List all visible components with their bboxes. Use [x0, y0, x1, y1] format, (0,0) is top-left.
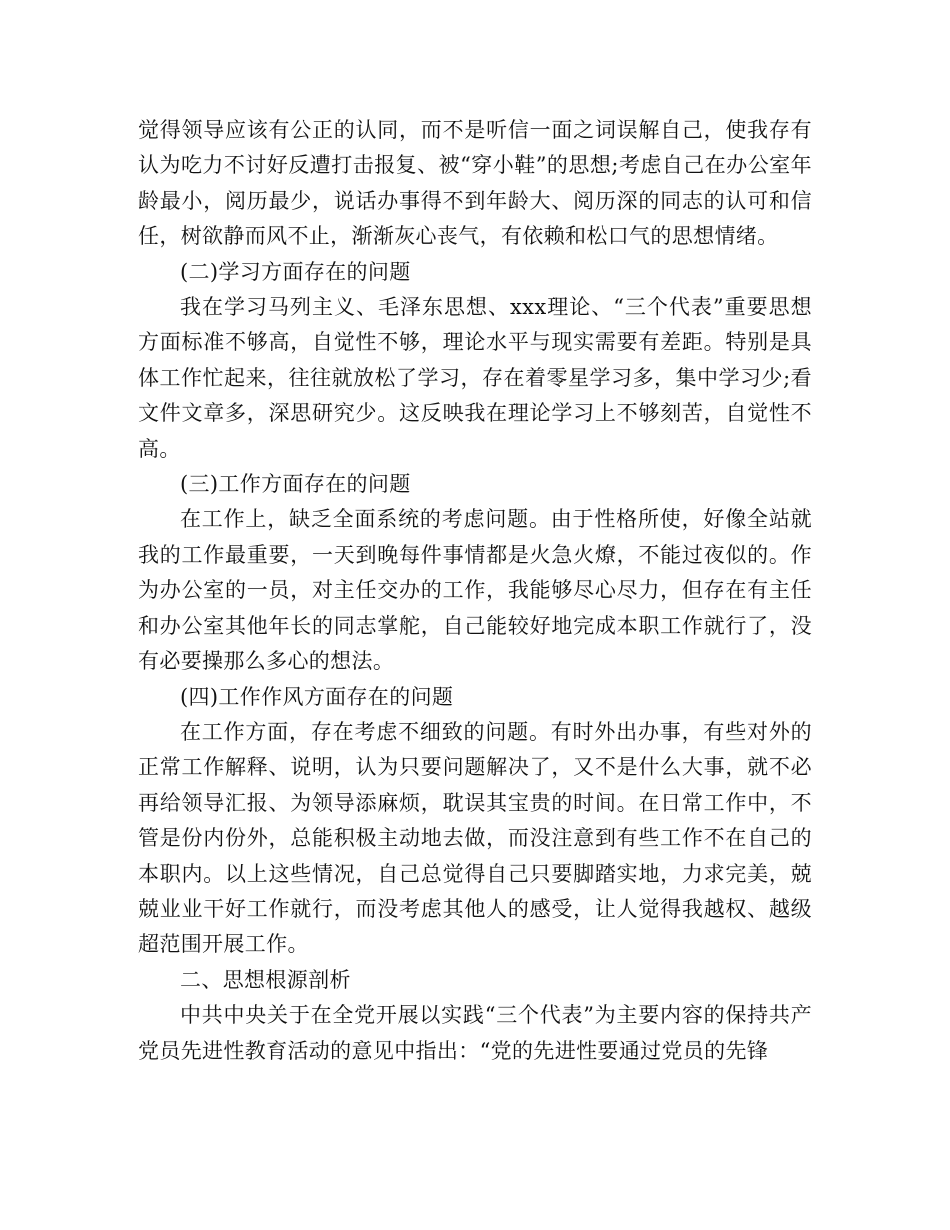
paragraph-study: 我在学习马列主义、毛泽东思想、xxx理论、“三个代表”重要思想方面标准不够高，自觉性不够，理论水平与现实需要有差距。特别是具体工作忙起来，往往就放松了学习，存在着零星学习多，集中学习少;看文件文章多，深思研究少。这反映我在理论学习上不够刻苦，自觉性不高。 — [138, 295, 812, 461]
paragraph-work-style: 在工作方面，存在考虑不细致的问题。有时外出办事，有些对外的正常工作解释、说明，认为只要问题解决了，又不是什么大事，就不必再给领导汇报、为领导添麻烦，耽误其宝贵的时间。在日常工作中，不管是份内份外，总能积极主动地去做，而没注意到有些工作不在自己的本职内。以上这些情况，自己总觉得自己只要脚踏实地，力求完美，兢兢业业干好工作就行，而没考虑其他人的感受，让人觉得我越权、越级超范围开展工作。 — [138, 719, 812, 957]
document-body — [138, 113, 812, 1069]
paragraph-continuation: 觉得领导应该有公正的认同，而不是听信一面之词误解自己，使我存有认为吃力不讨好反遭打击报复、被“穿小鞋”的思想;考虑自己在办公室年龄最小，阅历最少，说话办事得不到年龄大、阅历深的同志的认可和信任，树欲静而风不止，渐渐灰心丧气，有依赖和松口气的思想情绪。 — [138, 118, 812, 249]
paragraph-root-cause: 中共中央关于在全党开展以实践“三个代表”为主要内容的保持共产党员先进性教育活动的意见中指出：“党的先进性要通过党员的先锋 — [138, 1003, 812, 1063]
section-heading-work: (三)工作方面存在的问题 — [180, 472, 411, 497]
section-heading-study: (二)学习方面存在的问题 — [180, 259, 411, 284]
paragraph-work: 在工作上，缺乏全面系统的考虑问题。由于性格所使，好像全站就我的工作最重要，一天到晚每件事情都是火急火燎，不能过夜似的。作为办公室的一员，对主任交办的工作，我能够尽心尽力，但存在有主任和办公室其他年长的同志掌舵，自己能较好地完成本职工作就行了，没有必要操那么多心的想法。 — [138, 507, 812, 674]
section-heading-root-cause: 二、思想根源剖析 — [180, 967, 351, 992]
section-heading-work-style: (四)工作作风方面存在的问题 — [180, 684, 454, 709]
